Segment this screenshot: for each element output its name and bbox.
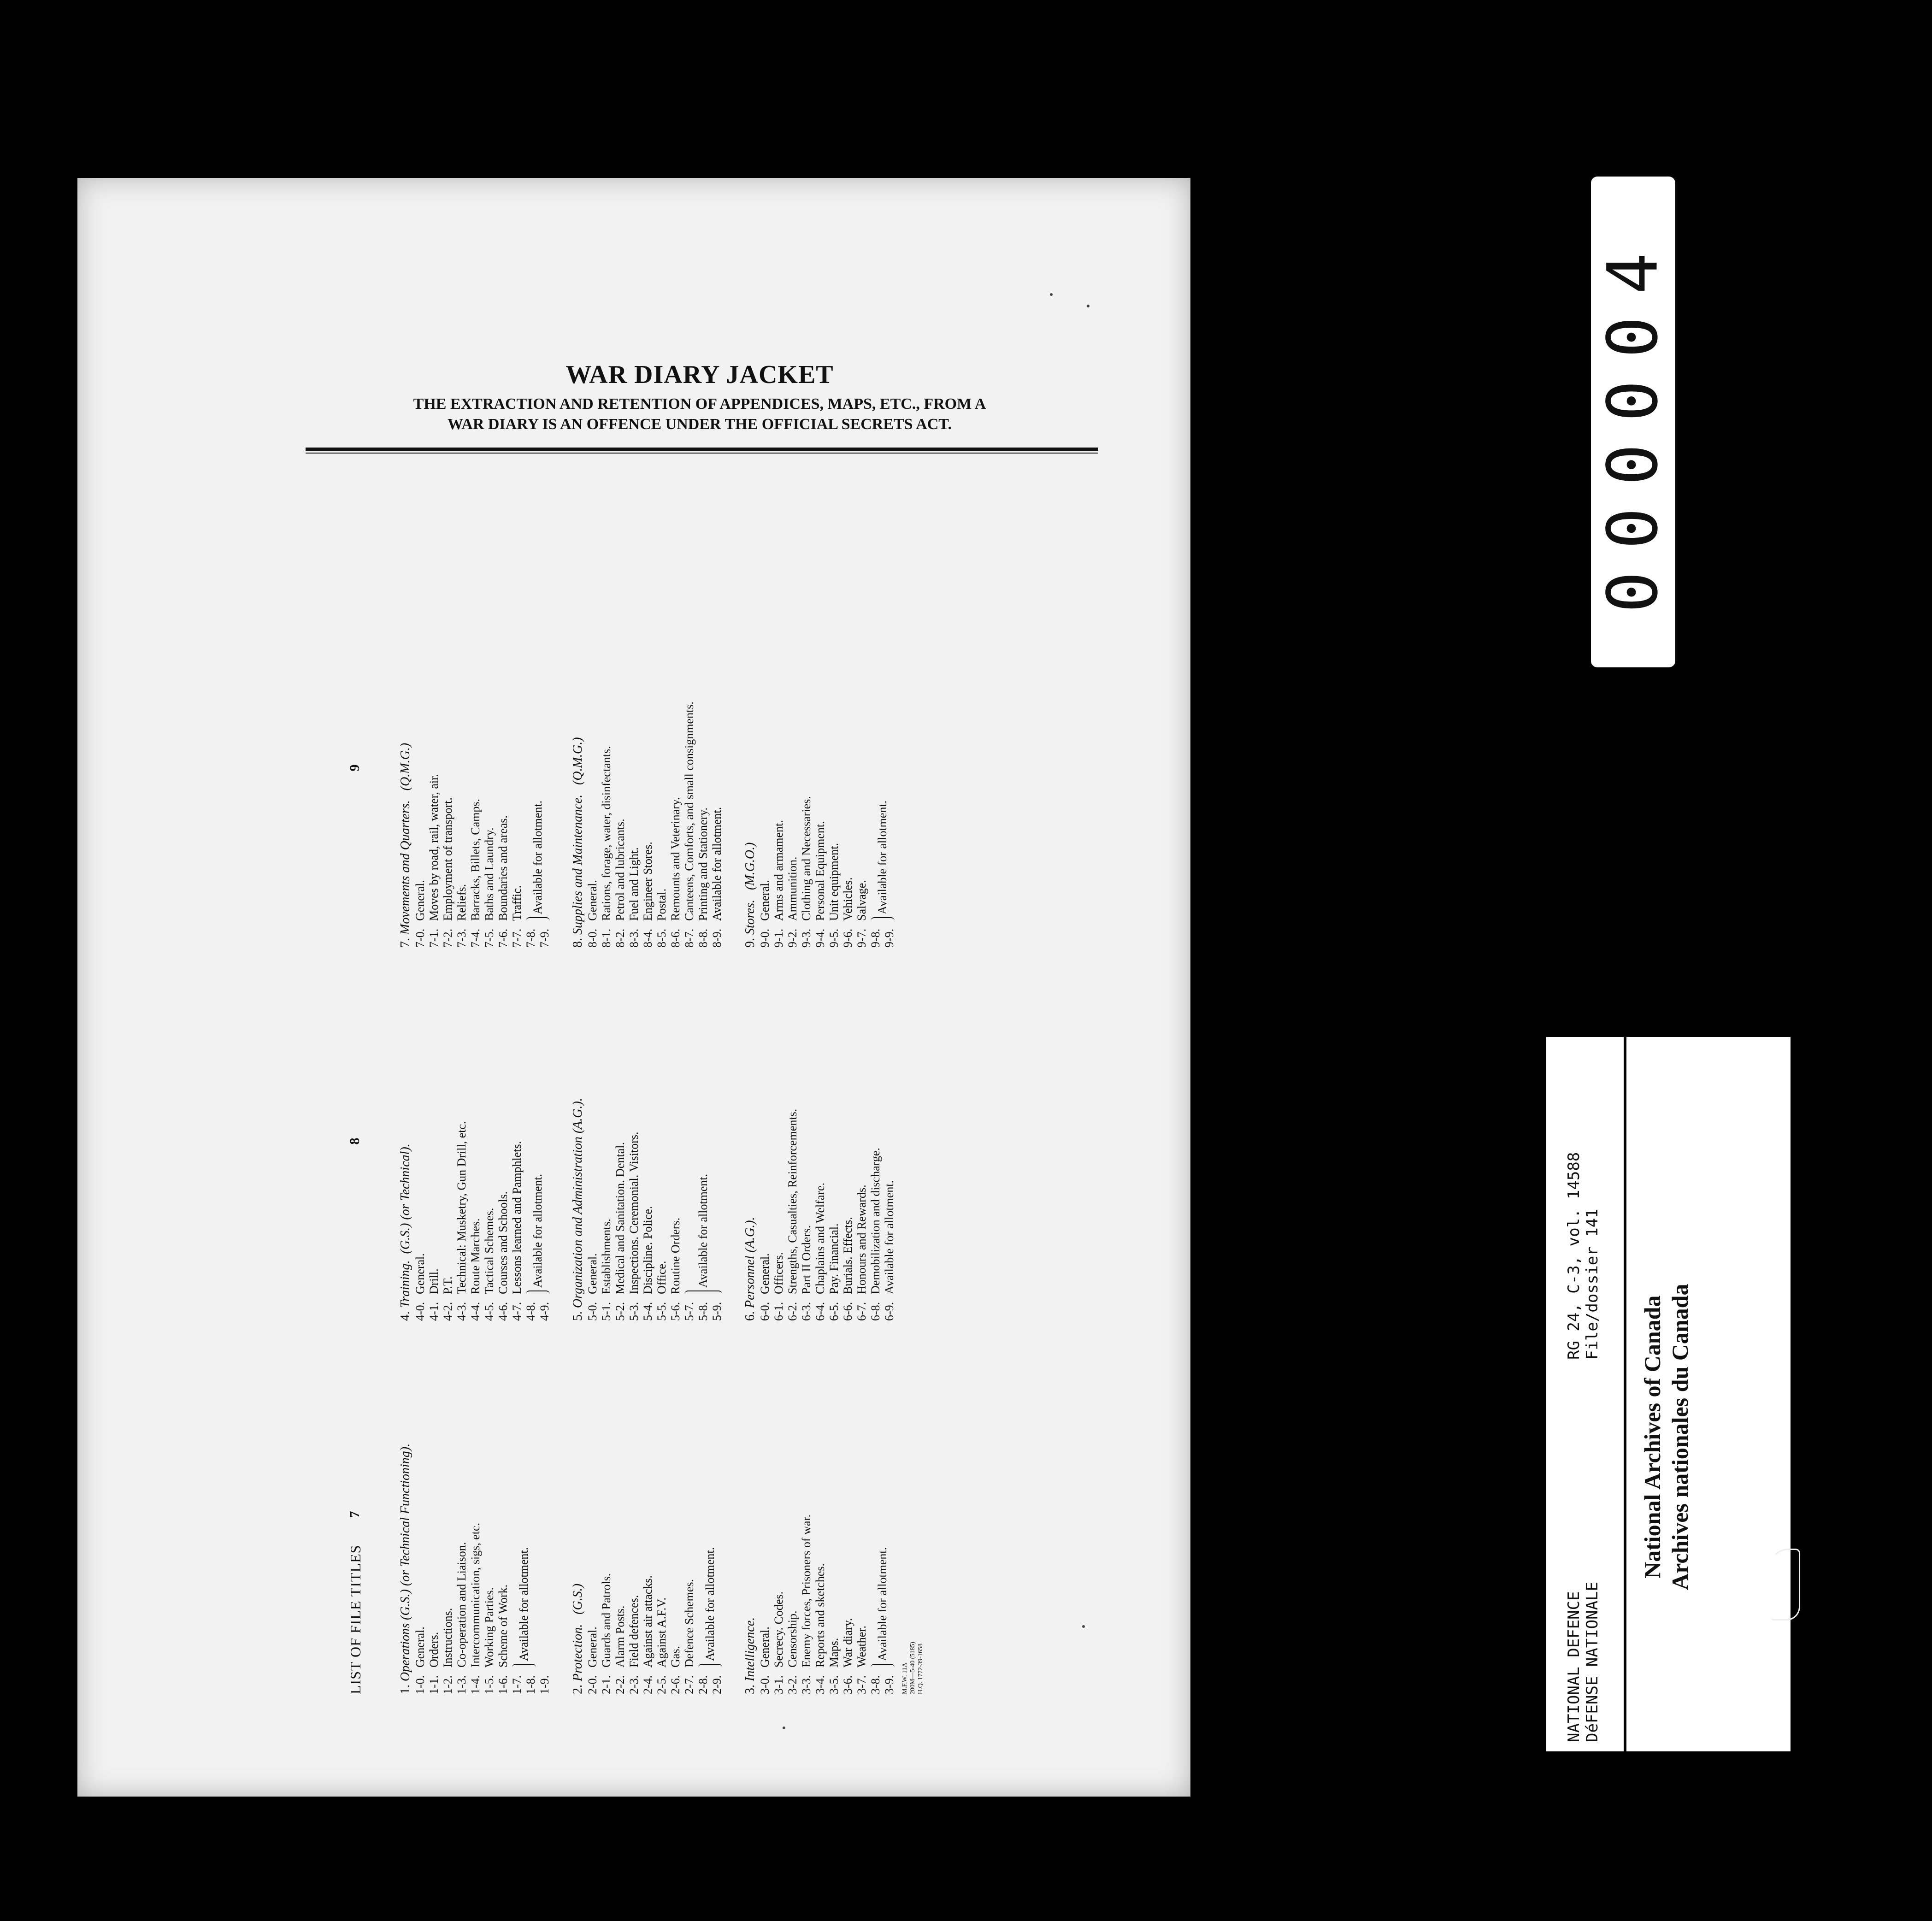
department-text: NATIONAL DEFENCE DéFENSE NATIONALE	[1565, 1582, 1602, 1742]
archive-label	[1546, 1037, 1791, 1751]
page-number-8: 8	[347, 1137, 362, 1145]
war-diary-jacket-page	[77, 178, 1190, 1797]
page-title: WAR DIARY JACKET	[565, 360, 834, 389]
jacket-header	[303, 360, 1096, 435]
section-operations: 1. Operations (G.S.) (or Technical Functioning). 1-0. General. 1-1. Orders. 1-2. Instructions. 1-3. Co-operation and Liaison. 1-4. Intercommunication, sigs, etc. 1-5. Working Parties. 1-6. Scheme of Work. 1-7. 1-8. Available for allotment. 1-9.	[398, 1443, 551, 1694]
label-divider	[1624, 1037, 1626, 1751]
section-stores: 9. Stores. (M.G.O.) 9-0. General. 9-1. Arms and armament. 9-2. Ammunition. 9-3. Clothing and Necessaries. 9-4. Personal Equipment. 9-5. Unit equipment. 9-6. Vehicles. 9-7. Salvage. 9-8. 9-9. Available for allotment.	[743, 796, 896, 948]
reference-text: RG 24, C-3, vol. 14588 File/dossier 141	[1565, 1152, 1602, 1360]
file-titles-list	[347, 579, 923, 1694]
page-number-9: 9	[347, 764, 362, 772]
section-supplies: 8. Supplies and Maintenance. (Q.M.G.) 8-0. General. 8-1. Rations, forage, water, disinfectants. 8-2. Petrol and lubricants. 8-3. Fuel and Light. 8-4. Engineer Stores. 8-5. Postal. 8-6. Remounts and Veterinary. 8-7. Canteens, Comforts, and small consignments. 8-8. Printing and Stationery. 8-9. Available for allotment.	[571, 701, 724, 948]
list-title: LIST OF FILE TITLES	[347, 1544, 364, 1694]
header-rule	[306, 448, 1098, 451]
warning-notice: THE EXTRACTION AND RETENTION OF APPENDICES, MAPS, ETC., FROM A WAR DIARY IS AN OFFENCE UNDER THE OFFICIAL SECRETS ACT.	[413, 395, 986, 433]
page-number-7: 7	[347, 1511, 362, 1518]
section-training: 4. Training. (G.S.) (or Technical). 4-0. General. 4-1. Drill. 4-2. P.T. 4-3. Technical: Musketry, Gun Drill, etc. 4-4. Route Marches. 4-5. Tactical Schemes. 4-6. Courses and Schools. 4-7. Lessons learned and Pamphlets. 4-8. 4-9. Available for allotment.	[398, 1121, 551, 1321]
column-7	[347, 1335, 943, 1694]
frame-number: 000004	[1593, 230, 1673, 613]
section-intelligence: 3. Intelligence. 3-0. General. 3-1. Secrecy. Codes. 3-2. Censorship. 3-3. Enemy forces, Prisoners of war. 3-4. Reports and sketches. 3-5. Maps. 3-6. War diary. 3-7. Weather. 3-8. 3-9. Available for allotment. M.F.W. 11A 200M—5-40 (5185) H.Q. 1772-39-1658	[742, 1335, 925, 1694]
archives-name: National Archives of Canada Archives nationales du Canada	[1639, 1284, 1693, 1590]
header-rule-thin	[306, 453, 1098, 454]
column-9	[347, 588, 915, 948]
section-movements: 7. Movements and Quarters. (Q.M.G.) 7-0. General. 7-1. Moves by road, rail, water, air. 7-2. Employment of transport. 7-3. Reliefs. 7-4. Barracks, Billets, Camps. 7-5. Baths and Laundry. 7-6. Boundaries and areas. 7-7. Traffic. 7-8. 7-9. Available for allotment.	[398, 742, 551, 948]
section-organization: 5. Organization and Administration (A.G.). 5-0. General. 5-1. Establishments. 5-2. Medical and Sanitation. Dental. 5-3. Inspections. Ceremonial. Visitors. 5-4. Discipline. Police. 5-5. Office. 5-6. Routine Orders. 5-7. 5-8. 5-9. Available for allotment.	[571, 1098, 724, 1321]
section-personnel: 6. Personnel (A.G.). 6-0. General. 6-1. Officers. 6-2. Strengths, Casualties, Reinforcements. 6-3. Part II Orders. 6-4. Chaplains and Welfare. 6-5. Pay. Financial. 6-6. Burials. Effects. 6-7. Honours and Rewards. 6-8. Demobilization and discharge. 6-9. Available for allotment.	[743, 1108, 896, 1321]
printer-imprint: M.F.W. 11A 200M—5-40 (5185) H.Q. 1772-39-1658	[901, 1642, 924, 1694]
frame-number-stamp	[1591, 177, 1675, 667]
scan-artifact	[1770, 1549, 1800, 1620]
section-protection: 2. Protection. (G.S.) 2-0. General. 2-1. Guards and Patrols. 2-2. Alarm Posts. 2-3. Field defences. 2-4. Against air attacks. 2-5. Against A.F.V. 2-6. Gas. 2-7. Defence Schemes. 2-8. 2-9. Available for allotment.	[571, 1547, 724, 1694]
column-8	[347, 961, 915, 1321]
